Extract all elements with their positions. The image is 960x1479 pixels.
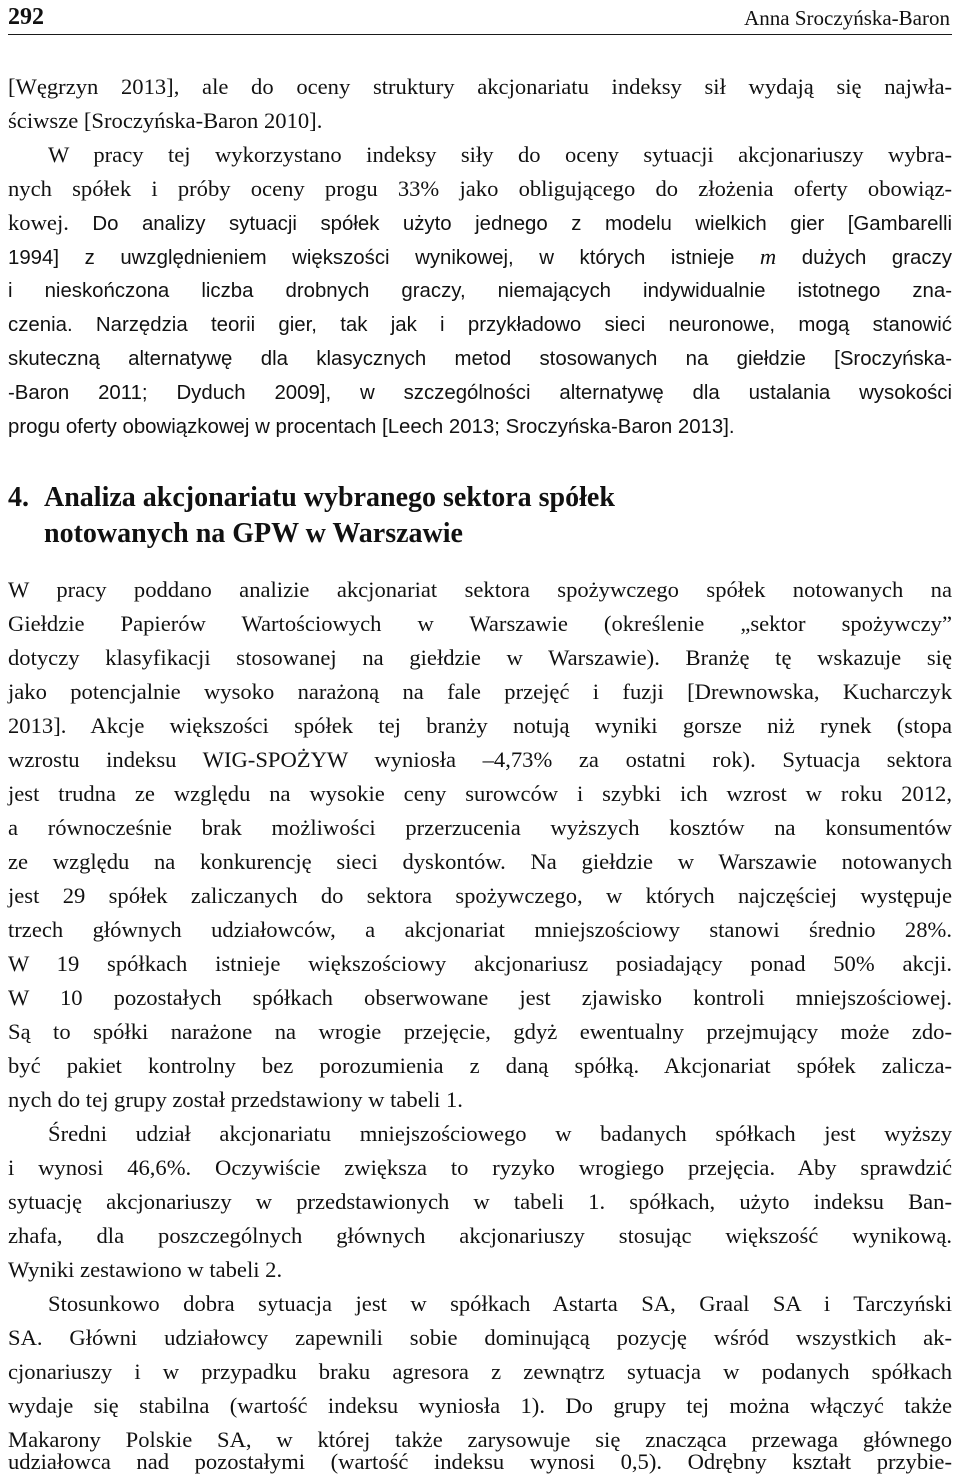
- body-line: Średni udział akcjonariatu mniejszościowego w badanych spółkach jest wyższy: [48, 1121, 952, 1146]
- body-line-sans: -Baron 2011; Dyduch 2009], w szczególności alternatywę dla ustalania wysokości: [8, 382, 952, 404]
- body-line: 2013]. Akcje większości spółek tej branży notują wyniki gorsze niż rynek (stopa: [8, 713, 952, 738]
- body-line: W 10 pozostałych spółkach obserwowane jest zjawisko kontroli mniejszościowej.: [8, 985, 952, 1010]
- body-line: Giełdzie Papierów Wartościowych w Warszawie (określenie „sektor spożywczy”: [8, 611, 952, 636]
- body-line: W pracy poddano analizie akcjonariat sektora spożywczego spółek notowanych na: [8, 577, 952, 602]
- body-line: nych spółek i próby oceny progu 33% jako obligującego do złożenia oferty obowiąz-: [8, 176, 952, 201]
- section-number: 4.: [8, 482, 29, 513]
- body-line: a równocześnie brak możliwości przerzucenia wyższych kosztów na konsumentów: [8, 815, 952, 840]
- body-line: W pracy tej wykorzystano indeksy siły do oceny sytuacji akcjonariuszy wybra-: [48, 142, 952, 167]
- section-title-line-2: notowanych na GPW w Warszawie: [44, 518, 463, 549]
- body-text-sans: 1994] z uwzględnieniem większości wynikowej, w których istnieje: [8, 247, 760, 269]
- section-heading: [8, 480, 615, 516]
- body-line-sans: skuteczną alternatywę dla klasycznych metod stosowanych na giełdzie [Sroczyńska-: [8, 348, 952, 370]
- body-line-sans: [8, 240, 952, 274]
- section-title-line-1: Analiza akcjonariatu wybranego sektora spółek: [44, 482, 615, 513]
- body-line: Są to spółki narażone na wrogie przejęcie, gdyż ewentualny przejmujący może zdo-: [8, 1019, 952, 1044]
- variable-m: m: [759, 244, 777, 269]
- body-line: SA. Główni udziałowcy zapewnili sobie dominującą pozycję wśród wszystkich ak-: [8, 1325, 952, 1350]
- running-header: [8, 2, 952, 35]
- body-line: być pakiet kontrolny bez porozumienia z daną spółką. Akcjonariat spółek zalicza-: [8, 1053, 952, 1078]
- body-line: i wynosi 46,6%. Oczywiście zwiększa to ryzyko wrogiego przejęcia. Aby sprawdzić: [8, 1155, 952, 1180]
- body-line: sytuację akcjonariuszy w przedstawionych w tabeli 1. spółkach, użyto indeksu Ban-: [8, 1189, 952, 1214]
- body-line: ze względu na konkurencję sieci dyskontów. Na giełdzie w Warszawie notowanych: [8, 849, 952, 874]
- body-line: udziałowca nad pozostałymi (wartość indeksu wynosi 0,5). Odrębny kształt przybie-: [8, 1449, 952, 1474]
- body-line: zhafa, dla poszczególnych głównych akcjonariuszy stosując większość wynikową.: [8, 1223, 952, 1248]
- body-line-sans: i nieskończona liczba drobnych graczy, niemających indywidualnie istotnego zna-: [8, 280, 952, 302]
- body-line: Stosunkowo dobra sytuacja jest w spółkach Astarta SA, Graal SA i Tarczyński: [48, 1291, 952, 1316]
- body-line-sans: czenia. Narzędzia teorii gier, tak jak i przykładowo sieci neuronowe, mogą stanowić: [8, 314, 952, 336]
- body-line: jest 29 spółek zaliczanych do sektora spożywczego, w których najczęściej występuje: [8, 883, 952, 908]
- document-page: [8, 0, 952, 1479]
- body-line: ściwsze [Sroczyńska-Baron 2010].: [8, 108, 323, 133]
- body-line: Wyniki zestawiono w tabeli 2.: [8, 1257, 283, 1282]
- body-text-sans: Do analizy sytuacji spółek użyto jednego z modelu wielkich gier [Gambarelli: [92, 213, 952, 235]
- body-line: nych do tej grupy został przedstawiony w tabeli 1.: [8, 1087, 463, 1112]
- body-line: [Węgrzyn 2013], ale do oceny struktury akcjonariatu indeksy sił wydają się najwła-: [8, 74, 952, 99]
- body-text-sans: dużych graczy: [776, 247, 952, 269]
- body-line: dotyczy klasyfikacji stosowanej na giełdzie w Warszawie). Branżę tę wskazuje się: [8, 645, 952, 670]
- body-line-sans: progu oferty obowiązkowej w procentach [Leech 2013; Sroczyńska-Baron 2013].: [8, 416, 735, 438]
- body-line: jest trudna ze względu na wysokie ceny surowców i szybki ich wzrost w roku 2012,: [8, 781, 952, 806]
- body-line: wydaje się stabilna (wartość indeksu wyniosła 1). Do grupy tej można włączyć także: [8, 1393, 952, 1418]
- body-line-mixed: [8, 206, 952, 240]
- body-line: trzech głównych udziałowców, a akcjonariat mniejszościowy stanowi średnio 28%.: [8, 917, 952, 942]
- page-number: 292: [8, 4, 44, 30]
- body-text-serif: kowej.: [8, 210, 93, 235]
- body-line: Makarony Polskie SA, w której także zarysowuje się znacząca przewaga głównego: [8, 1427, 952, 1452]
- body-line: wzrostu indeksu WIG-SPOŻYW wyniosła –4,73% za ostatni rok). Sytuacja sektora: [8, 747, 952, 772]
- body-line: jako potencjalnie wysoko narażoną na fale przejęć i fuzji [Drewnowska, Kucharczyk: [8, 679, 952, 704]
- body-line: W 19 spółkach istnieje większościowy akcjonariusz posiadający ponad 50% akcji.: [8, 951, 952, 976]
- body-line: cjonariuszy i w przypadku braku agresora z zewnątrz sytuacja w podanych spółkach: [8, 1359, 952, 1384]
- running-head-author: Anna Sroczyńska-Baron: [744, 6, 950, 30]
